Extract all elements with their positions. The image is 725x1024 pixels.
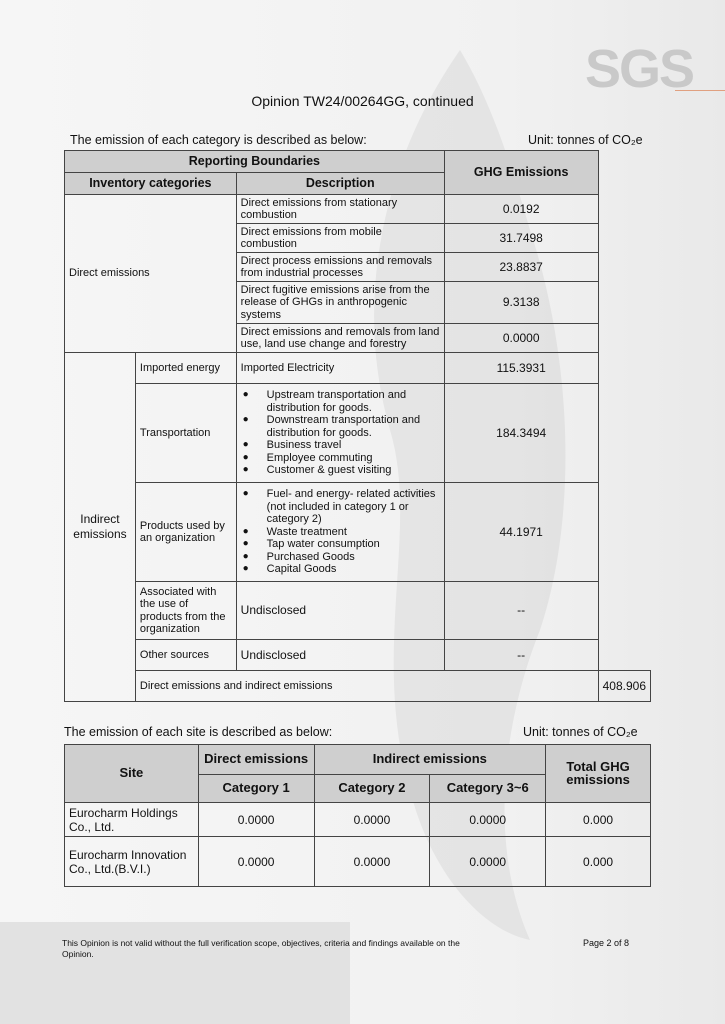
site-total: 0.000 <box>546 837 651 887</box>
direct-value-3: 23.8837 <box>444 253 598 282</box>
site-emissions-table <box>64 744 651 887</box>
site-cat2: 0.0000 <box>314 803 430 837</box>
direct-desc-4: Direct fugitive emissions arise from the release of GHGs in anthropogenic systems <box>236 282 444 324</box>
transportation-label: Transportation <box>135 384 236 483</box>
site-cat36: 0.0000 <box>430 837 546 887</box>
list-item: ● Waste treatment <box>267 526 440 539</box>
site-name: Eurocharm Innovation Co., Ltd.(B.V.I.) <box>65 837 199 887</box>
header-site: Site <box>65 745 199 803</box>
total-label: Direct emissions and indirect emissions <box>135 671 598 702</box>
direct-desc-3: Direct process emissions and removals from industrial processes <box>236 253 444 282</box>
header-ghg-emissions: GHG Emissions <box>444 151 598 195</box>
list-item: ● Downstream transportation and distribution for goods. <box>267 414 440 439</box>
site-unit: Unit: tonnes of CO₂e <box>523 725 638 739</box>
other-sources-label: Other sources <box>135 640 236 671</box>
header-reporting-boundaries: Reporting Boundaries <box>65 151 445 173</box>
list-item: ● Customer & guest visiting <box>267 464 440 477</box>
header-category-1: Category 1 <box>198 775 314 803</box>
direct-value-1: 0.0192 <box>444 195 598 224</box>
page-number: Page 2 of 8 <box>583 938 630 948</box>
direct-value-2: 31.7498 <box>444 224 598 253</box>
products-used-value: 44.1971 <box>444 483 598 582</box>
direct-value-5: 0.0000 <box>444 324 598 353</box>
imported-energy-value: 115.3931 <box>444 353 598 384</box>
logo-rule <box>675 90 725 91</box>
products-used-label: Products used by an organization <box>135 483 236 582</box>
associated-label: Associated with the use of products from the organization <box>135 582 236 640</box>
opinion-title: Opinion TW24/00264GG, continued <box>251 93 474 109</box>
products-used-desc <box>236 483 444 582</box>
transportation-value: 184.3494 <box>444 384 598 483</box>
header-total: Total GHG emissions <box>546 745 651 803</box>
table-row <box>65 837 651 887</box>
associated-desc: Undisclosed <box>236 582 444 640</box>
site-cat1: 0.0000 <box>198 803 314 837</box>
header-category-3-6: Category 3~6 <box>430 775 546 803</box>
direct-desc-2: Direct emissions from mobile combustion <box>236 224 444 253</box>
header-inventory-categories: Inventory categories <box>65 173 237 195</box>
transportation-desc <box>236 384 444 483</box>
other-sources-desc: Undisclosed <box>236 640 444 671</box>
total-value: 408.906 <box>598 671 650 702</box>
list-item: ● Purchased Goods <box>267 551 440 564</box>
imported-energy-label: Imported energy <box>135 353 236 384</box>
imported-energy-desc: Imported Electricity <box>236 353 444 384</box>
site-total: 0.000 <box>546 803 651 837</box>
direct-emissions-label: Direct emissions <box>65 195 237 353</box>
site-name: Eurocharm Holdings Co., Ltd. <box>65 803 199 837</box>
table-row <box>65 803 651 837</box>
category-caption: The emission of each category is described as below: <box>70 133 367 147</box>
list-item: ● Upstream transportation and distribution for goods. <box>267 389 440 414</box>
site-caption: The emission of each site is described as below: <box>64 725 333 739</box>
list-item: ● Employee commuting <box>267 452 440 465</box>
header-direct: Direct emissions <box>198 745 314 775</box>
sgs-logo: SGS <box>584 39 693 99</box>
list-item: ● Fuel- and energy- related activities (not included in category 1 or category 2) <box>267 488 440 526</box>
category-unit: Unit: tonnes of CO₂e <box>528 133 643 147</box>
indirect-emissions-label: Indirect emissions <box>65 353 136 702</box>
list-item: ● Tap water consumption <box>267 538 440 551</box>
header-description: Description <box>236 173 444 195</box>
direct-desc-5: Direct emissions and removals from land use, land use change and forestry <box>236 324 444 353</box>
direct-desc-1: Direct emissions from stationary combustion <box>236 195 444 224</box>
associated-value: -- <box>444 582 598 640</box>
other-sources-value: -- <box>444 640 598 671</box>
validity-note: This Opinion is not valid without the full verification scope, objectives, criteria and findings available on the Opinion. <box>62 938 460 959</box>
list-item: ● Business travel <box>267 439 440 452</box>
list-item: ● Capital Goods <box>267 563 440 576</box>
direct-value-4: 9.3138 <box>444 282 598 324</box>
site-cat36: 0.0000 <box>430 803 546 837</box>
category-emissions-table <box>64 150 651 702</box>
header-category-2: Category 2 <box>314 775 430 803</box>
site-cat1: 0.0000 <box>198 837 314 887</box>
site-cat2: 0.0000 <box>314 837 430 887</box>
header-indirect: Indirect emissions <box>314 745 546 775</box>
